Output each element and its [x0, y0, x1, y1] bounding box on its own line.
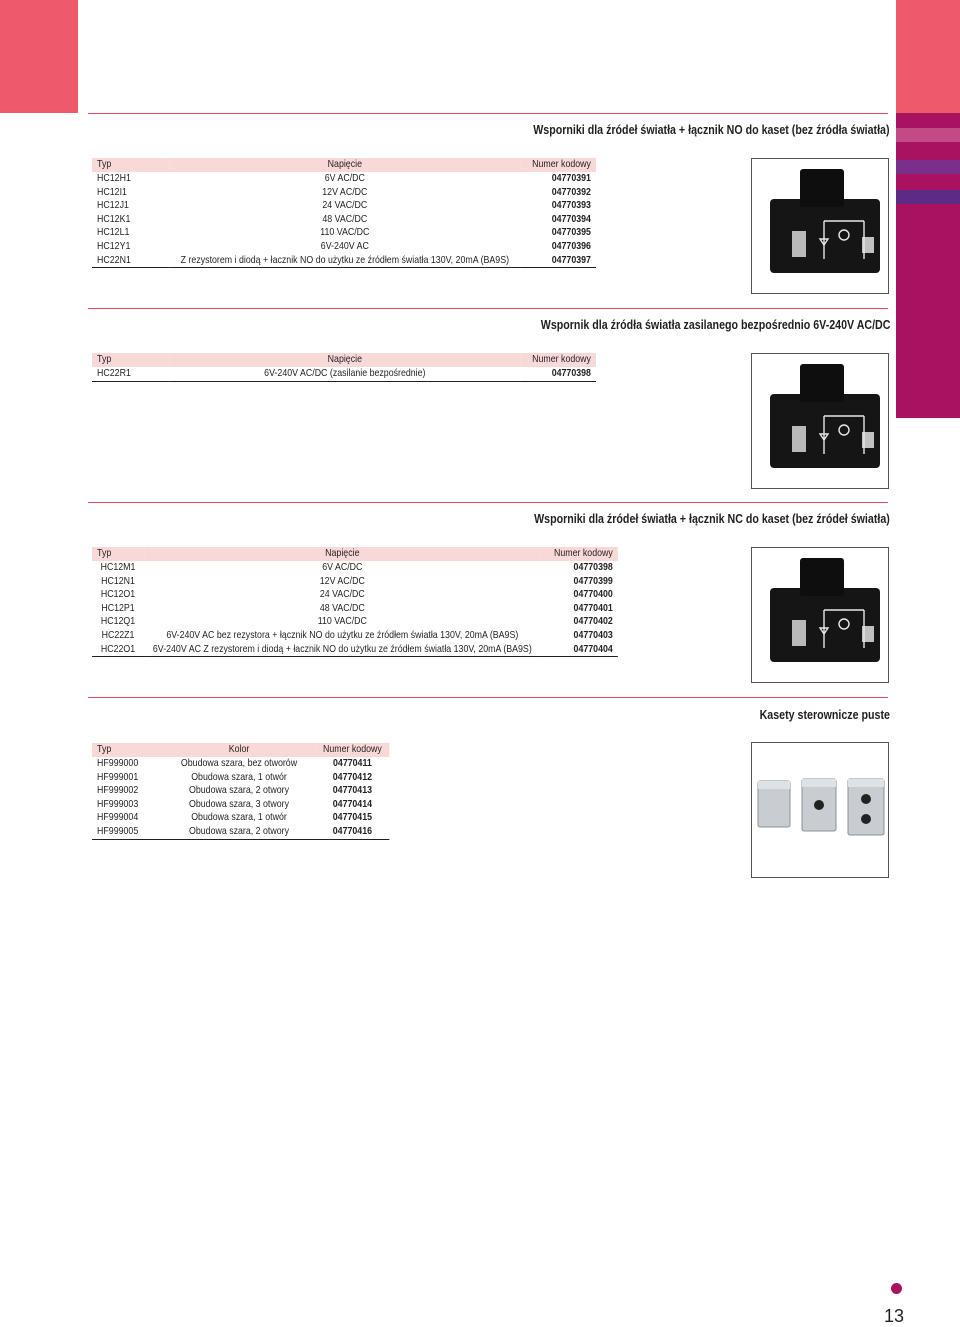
light-block-icon	[752, 159, 888, 293]
code-cell: 04770394	[551, 212, 591, 225]
column-header: Numer kodowy	[520, 158, 596, 172]
code-cell: 04770391	[551, 172, 591, 185]
column-header: Napięcie	[144, 547, 540, 561]
enclosure-boxes-photo	[751, 742, 889, 878]
section-title: Wsporniki dla źródeł światła + łącznik NO do kaset (bez źródła światła)	[533, 122, 890, 137]
column-header: Numer kodowy	[315, 743, 389, 757]
table-row	[92, 575, 618, 589]
voltage-cell: 6V-240V AC Z rezystorem i diodą + łacznik NO do użytku ze źródłem światła 130V, 20mA (BA9S)	[144, 643, 540, 657]
color-cell: Obudowa szara, bez otworów	[180, 757, 298, 770]
table-row	[92, 602, 618, 616]
table-row	[92, 798, 389, 812]
voltage-cell: 110 VAC/DC	[317, 615, 367, 628]
code-cell: 04770397	[520, 254, 596, 268]
type-cell: HC22Z1	[101, 629, 135, 642]
column-header: Typ	[92, 547, 144, 561]
section-rule	[88, 308, 888, 309]
type-cell: HF999005	[92, 825, 163, 839]
corner-block-right	[896, 0, 960, 113]
code-cell: 04770415	[332, 811, 373, 824]
type-cell: HC12N1	[101, 574, 135, 587]
type-cell: HC12P1	[101, 601, 135, 614]
type-cell: HC12H1	[97, 172, 131, 185]
voltage-cell: 6V-240V AC	[320, 240, 369, 253]
table-row	[92, 561, 618, 575]
type-cell: HC12K1	[97, 212, 131, 225]
section-title: Wsporniki dla źródeł światła + łącznik NC do kaset (bez źródeł światła)	[534, 511, 890, 526]
type-cell: HF999004	[97, 811, 139, 824]
table-row	[92, 811, 389, 825]
type-cell: HF999003	[97, 797, 139, 810]
table-row	[92, 199, 596, 213]
color-cell: Obudowa szara, 1 otwór	[191, 770, 287, 783]
column-header: Numer kodowy	[541, 547, 618, 561]
voltage-cell: 24 VAC/DC	[319, 588, 365, 601]
column-header: Numer kodowy	[520, 353, 596, 367]
spec-table	[92, 158, 596, 268]
table-row	[92, 588, 618, 602]
table-row	[92, 784, 389, 798]
table-row	[92, 172, 596, 186]
code-cell: 04770413	[332, 784, 373, 797]
side-stripe	[896, 160, 960, 174]
side-color-bar	[896, 113, 960, 418]
table-row	[92, 825, 389, 839]
code-cell: 04770392	[551, 185, 591, 198]
code-cell: 04770398	[573, 561, 613, 574]
code-cell: 04770393	[551, 199, 591, 212]
side-stripe	[896, 190, 960, 204]
code-cell: 04770395	[551, 226, 591, 239]
code-cell: 04770414	[332, 797, 373, 810]
code-cell: 04770400	[573, 588, 613, 601]
side-stripe	[896, 128, 960, 142]
light-block-icon	[752, 548, 888, 682]
code-cell: 04770402	[573, 615, 613, 628]
type-cell: HC12Y1	[97, 240, 131, 253]
column-header: Kolor	[163, 743, 316, 757]
type-cell: HF999001	[97, 770, 139, 783]
table-row	[92, 367, 596, 381]
voltage-cell: 48 VAC/DC	[322, 212, 368, 225]
section-rule	[88, 697, 888, 698]
table-row	[92, 226, 596, 240]
type-cell: HC22O1	[92, 643, 144, 657]
table-row	[92, 771, 389, 785]
table-row	[92, 629, 618, 643]
type-cell: HC22R1	[92, 367, 169, 381]
voltage-cell: 24 VAC/DC	[322, 199, 368, 212]
code-cell: 04770403	[573, 629, 613, 642]
voltage-cell: 6V AC/DC	[322, 561, 363, 574]
voltage-cell: 6V AC/DC	[324, 172, 365, 185]
code-cell: 04770401	[573, 601, 613, 614]
code-cell: 04770396	[551, 240, 591, 253]
enclosure-boxes-icon	[752, 743, 888, 877]
voltage-cell: 110 VAC/DC	[320, 226, 370, 239]
spec-table	[92, 743, 389, 840]
column-header: Napięcie	[169, 353, 520, 367]
table-row	[92, 643, 618, 657]
table-row	[92, 615, 618, 629]
table-row	[92, 213, 596, 227]
section-title: Wspornik dla źródła światła zasilanego bezpośrednio 6V-240V AC/DC	[540, 317, 890, 332]
code-cell: 04770416	[315, 825, 389, 839]
corner-block-left	[0, 0, 78, 113]
light-block-photo	[751, 353, 889, 489]
table-row	[92, 757, 389, 771]
column-header: Napięcie	[169, 158, 520, 172]
column-header: Typ	[92, 743, 163, 757]
section-title: Kasety sterownicze puste	[759, 707, 890, 722]
code-cell: 04770404	[541, 643, 618, 657]
section-rule	[88, 502, 888, 503]
light-block-photo	[751, 158, 889, 294]
column-header: Typ	[92, 353, 169, 367]
code-cell: 04770399	[573, 574, 613, 587]
table-row	[92, 254, 596, 268]
voltage-cell: 6V-240V AC bez rezystora + łącznik NO do użytku ze źródłem światła 130V, 20mA (BA9S)	[166, 629, 519, 642]
type-cell: HF999002	[97, 784, 139, 797]
spec-table	[92, 547, 618, 657]
type-cell: HF999000	[97, 757, 139, 770]
table-row	[92, 240, 596, 254]
color-cell: Obudowa szara, 3 otwory	[188, 797, 290, 810]
light-block-photo	[751, 547, 889, 683]
column-header: Typ	[92, 158, 169, 172]
type-cell: HC12I1	[97, 185, 127, 198]
code-cell: 04770412	[332, 770, 373, 783]
page-dot	[891, 1283, 902, 1294]
spec-table	[92, 353, 596, 382]
table-row	[92, 186, 596, 200]
type-cell: HC12Q1	[100, 615, 136, 628]
type-cell: HC12L1	[97, 226, 130, 239]
voltage-cell: 48 VAC/DC	[319, 601, 365, 614]
color-cell: Obudowa szara, 2 otwory	[163, 825, 316, 839]
color-cell: Obudowa szara, 2 otwory	[188, 784, 290, 797]
page-number: 13	[884, 1306, 905, 1326]
voltage-cell: Z rezystorem i diodą + łacznik NO do użytku ze źródłem światła 130V, 20mA (BA9S)	[169, 254, 520, 268]
color-cell: Obudowa szara, 1 otwór	[191, 811, 287, 824]
voltage-cell: 12V AC/DC	[322, 185, 368, 198]
code-cell: 04770411	[333, 757, 372, 770]
type-cell: HC12M1	[100, 561, 136, 574]
voltage-cell: 6V-240V AC/DC (zasilanie bezpośrednie)	[169, 367, 520, 381]
type-cell: HC22N1	[92, 254, 169, 268]
type-cell: HC12J1	[97, 199, 129, 212]
voltage-cell: 12V AC/DC	[319, 574, 365, 587]
code-cell: 04770398	[520, 367, 596, 381]
type-cell: HC12O1	[100, 588, 136, 601]
light-block-icon	[752, 354, 888, 488]
section-rule	[88, 113, 888, 114]
